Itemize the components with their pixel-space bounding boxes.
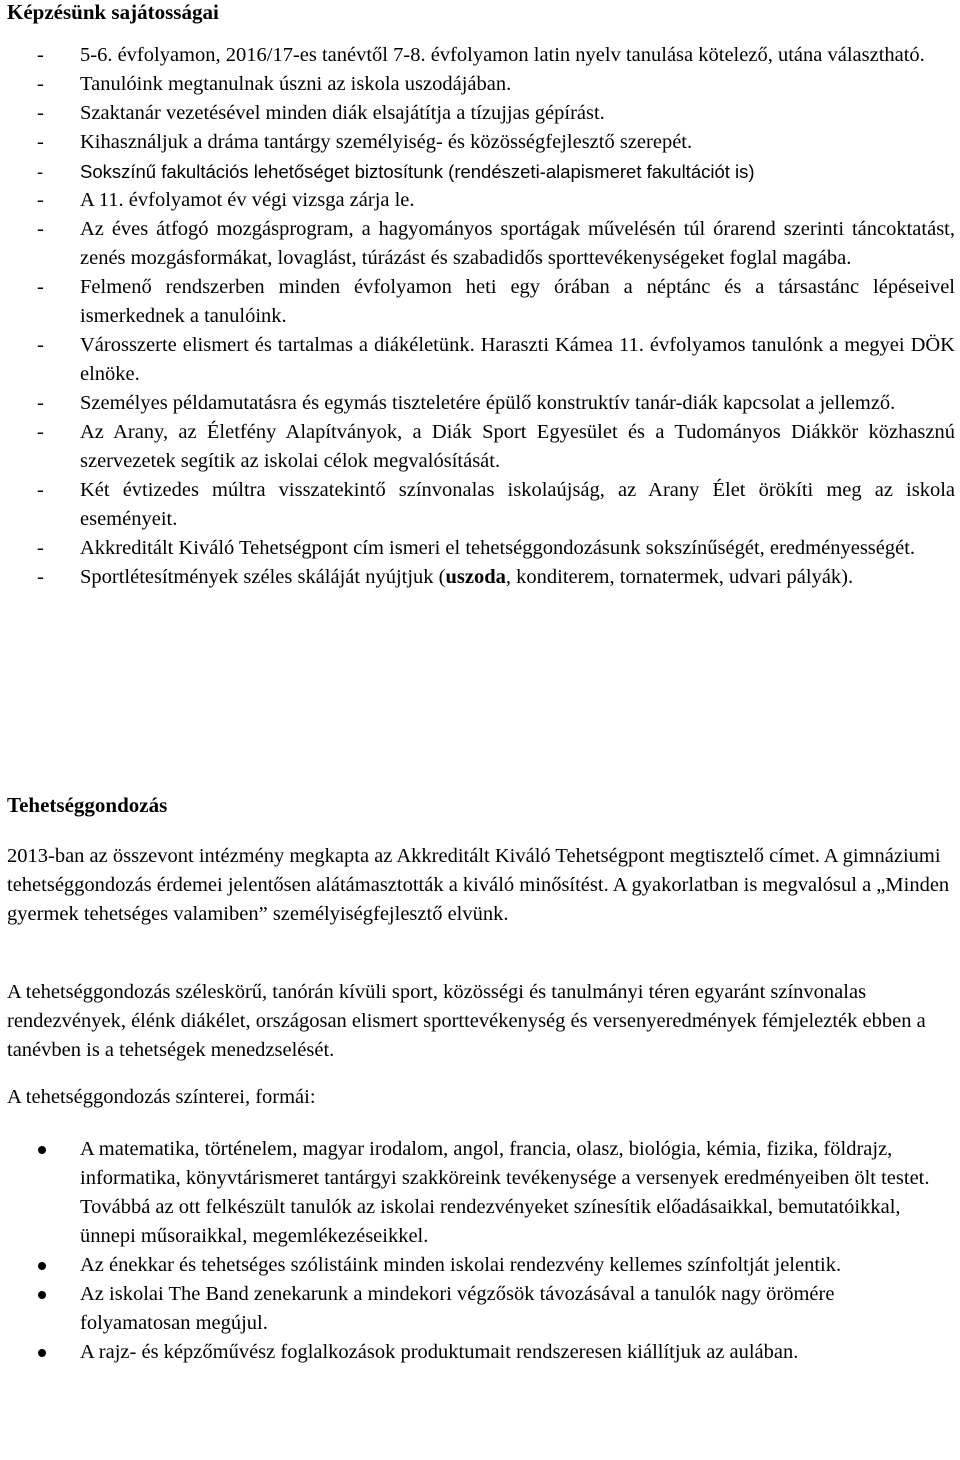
section-title-kepzesunk: Képzésünk sajátosságai	[7, 0, 219, 24]
list-item-text: Az éves átfogó mozgásprogram, a hagyományos sportágak művelésén túl órarend szerinti táncoktatást, zenés mozgásformákat, lovaglást, túrázást és szabadidős sporttevékenységeket foglal magába.	[80, 218, 955, 269]
list-item-text: 5-6. évfolyamon, 2016/17-es tanévtől 7-8. évfolyamon latin nyelv tanulása kötelező, utána választható.	[80, 44, 925, 66]
list-item	[0, 389, 955, 418]
list-item	[0, 418, 955, 476]
list-item	[0, 99, 955, 128]
list-item	[0, 157, 955, 186]
list-item-bold-text: uszoda	[445, 566, 506, 588]
dash-marker: -	[37, 73, 44, 95]
bullet-item	[0, 1251, 940, 1280]
bullet-dot-icon	[38, 1291, 46, 1299]
list-item-text: Szaktanár vezetésével minden diák elsajátítja a tízujjas gépírást.	[80, 102, 605, 124]
paragraph: A tehetséggondozás széleskörű, tanórán kívüli sport, közösségi és tanulmányi téren egyaránt színvonalas rendezvények, élénk diákélet, országosan elismert sporttevékenység és versenyeredmények fémjelezték ebben a tanévben is a tehetségek menedzselését.	[7, 981, 926, 1061]
bullet-dot-icon	[38, 1349, 46, 1357]
list-item	[0, 186, 955, 215]
list-item-text: A 11. évfolyamot év végi vizsga zárja le.	[80, 189, 415, 211]
bullet-item	[0, 1338, 940, 1367]
bullet-item-text: A rajz- és képzőművész foglalkozások produktumait rendszeresen kiállítjuk az aulában.	[80, 1341, 799, 1363]
dash-marker: -	[37, 421, 44, 443]
dash-marker: -	[37, 102, 44, 124]
list-item-text: Tanulóink megtanulnak úszni az iskola uszodájában.	[80, 73, 512, 95]
list-item	[0, 41, 955, 70]
dash-marker: -	[37, 392, 44, 414]
list-item-text: Személyes példamutatásra és egymás tiszteletére épülő konstruktív tanár-diák kapcsolat a jellemző.	[80, 392, 896, 414]
dash-marker: -	[37, 161, 44, 182]
list-item-text-after: , konditerem, tornatermek, udvari pályák).	[505, 566, 854, 588]
features-list	[0, 41, 955, 592]
dash-marker: -	[37, 334, 44, 356]
dash-marker: -	[37, 479, 44, 501]
dash-marker: -	[37, 566, 44, 588]
list-item-text: Két évtizedes múltra visszatekintő színvonalas iskolaújság, az Arany Élet örökíti meg az iskola eseményeit.	[80, 479, 955, 530]
dash-marker: -	[37, 218, 44, 240]
list-item-text: Akkreditált Kiváló Tehetségpont cím ismeri el tehetséggondozásunk sokszínűségét, eredményességét.	[80, 537, 916, 559]
list-item-text: Az Arany, az Életfény Alapítványok, a Diák Sport Egyesület és a Tudományos Diákkör közhasznú szervezetek segítik az iskolai célok megvalósítását.	[80, 421, 955, 472]
list-item	[0, 273, 955, 331]
list-item	[0, 70, 955, 99]
list-item	[0, 534, 955, 563]
section-title-tehetseggondozas: Tehetséggondozás	[7, 793, 168, 817]
dash-marker: -	[37, 189, 44, 211]
bullet-item	[0, 1280, 940, 1338]
paragraph: A tehetséggondozás színterei, formái:	[7, 1086, 316, 1108]
list-item	[0, 476, 955, 534]
bullet-dot-icon	[38, 1146, 46, 1154]
list-item-text: Sokszínű fakultációs lehetőséget biztosítunk (rendészeti-alapismeret fakultációt is)	[80, 161, 755, 182]
bullet-item-text: Az énekkar és tehetséges szólistáink minden iskolai rendezvény kellemes színfoltját jelentik.	[80, 1254, 842, 1276]
talent-forms-list	[0, 1135, 940, 1367]
dash-marker: -	[37, 537, 44, 559]
bullet-dot-icon	[38, 1262, 46, 1270]
bullet-item-text: Az iskolai The Band zenekarunk a mindekori végzősök távozásával a tanulók nagy örömére folyamatosan megújul.	[80, 1283, 835, 1334]
bullet-item-text: A matematika, történelem, magyar irodalom, angol, francia, olasz, biológia, kémia, fizika, földrajz, informatika, könyvtárismeret tantárgyi szakköreink tevékenysége a versenyek eredményeiben ölt testet. Továbbá az ott felkészült tanulók az iskolai rendezvényeket színesítik előadásaikkal, bemutatóikkal, ünnepi műsoraikkal, megemlékezéseikkel.	[80, 1138, 930, 1247]
list-item-text: Kihasználjuk a dráma tantárgy személyiség- és közösségfejlesztő szerepét.	[80, 131, 693, 153]
list-item	[0, 215, 955, 273]
list-item-text-before: Sportlétesítmények széles skáláját nyújtjuk (	[80, 566, 446, 588]
bullet-item	[0, 1135, 940, 1251]
dash-marker: -	[37, 131, 44, 153]
list-item-text: Városszerte elismert és tartalmas a diákéletünk. Haraszti Kámea 11. évfolyamos tanulónk a megyei DÖK elnöke.	[80, 334, 955, 385]
list-item	[0, 563, 955, 592]
list-item-text: Felmenő rendszerben minden évfolyamon heti egy órában a néptánc és a társastánc lépéseivel ismerkednek a tanulóink.	[80, 276, 955, 327]
dash-marker: -	[37, 44, 44, 66]
paragraph: 2013-ban az összevont intézmény megkapta az Akkreditált Kiváló Tehetségpont megtisztelő címet. A gimnáziumi tehetséggondozás érdemei jelentősen alátámasztották a kiváló minősítést. A gyakorlatban is megvalósul a „Minden gyermek tehetséges valamiben” személyiségfejlesztő elvünk.	[7, 845, 950, 925]
dash-marker: -	[37, 276, 44, 298]
list-item	[0, 331, 955, 389]
list-item	[0, 128, 955, 157]
